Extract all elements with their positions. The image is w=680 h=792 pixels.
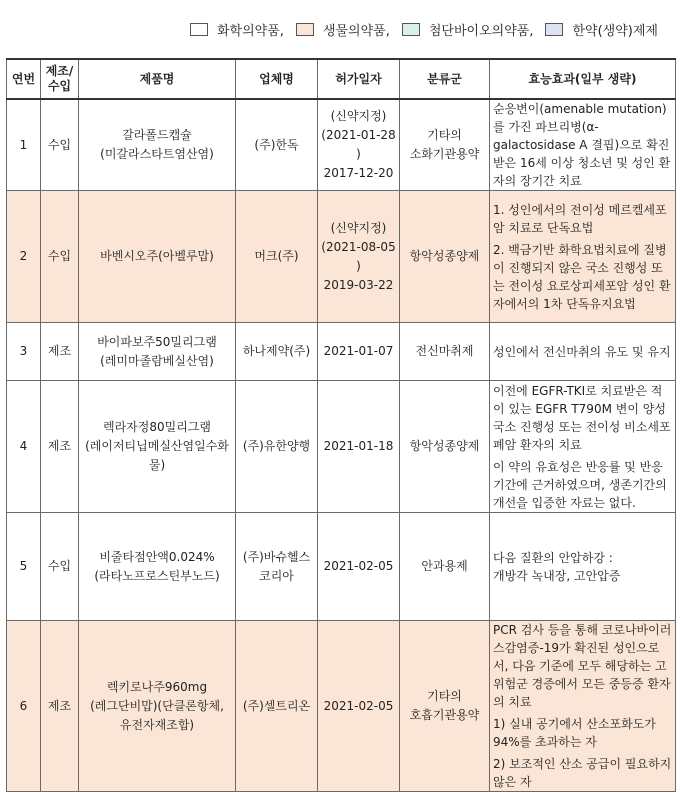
cell-company: (주)유한양행 xyxy=(236,381,318,513)
cell-no: 1 xyxy=(7,99,41,191)
cell-category xyxy=(400,621,490,792)
cell-category xyxy=(400,99,490,191)
effect-text: 성인에서 전신마취의 유도 및 유지 xyxy=(493,344,671,359)
legend-label: 화학의약품, xyxy=(217,23,284,39)
effect-text: 이전에 EGFR-TKI로 치료받은 적이 있는 EGFR T790M 변이 양성 국소 진행성 또는 전이성 비소세포폐암 환자의 치료 xyxy=(493,383,671,452)
legend-label: 첨단바이오의약품, xyxy=(428,23,534,39)
cell-effect xyxy=(490,323,676,381)
effect-text: PCR 검사 등을 통해 코로나바이러스감염증-19가 확진된 성인으로서, 다음 기준에 모두 해당하는 고위험군 경증에서 모든 중등증 환자의 치료 xyxy=(493,623,672,709)
cell-company: 하나제약(주) xyxy=(236,323,318,381)
legend-item-chemical xyxy=(190,20,284,39)
legend-label: 생물의약품, xyxy=(322,23,390,39)
cell-product xyxy=(79,513,236,621)
cell-date: 2021-01-07 xyxy=(318,323,400,381)
cell-company: 머크(주) xyxy=(236,191,318,323)
table-row xyxy=(7,191,676,323)
cell-product xyxy=(79,621,236,792)
legend-swatch-advanced-bio xyxy=(402,23,420,36)
cell-effect xyxy=(490,381,676,513)
date-line: ) xyxy=(356,147,361,161)
cell-category: 항악성종양제 xyxy=(400,191,490,323)
date-line: (2021-08-05 xyxy=(321,239,396,254)
product-ingredient: (레미마졸람베실산염) xyxy=(100,353,214,368)
company-line: (주)바슈헬스 xyxy=(242,549,311,564)
company-line: 코리아 xyxy=(259,568,294,583)
cell-no: 5 xyxy=(7,513,41,621)
category-line: 기타의 xyxy=(427,128,462,142)
legend-swatch-biological xyxy=(296,23,314,36)
cell-product xyxy=(79,99,236,191)
date-line: 2019-03-22 xyxy=(323,277,394,292)
cell-type: 제조 xyxy=(41,621,79,792)
date-line: 2017-12-20 xyxy=(323,166,394,180)
cell-type: 제조 xyxy=(41,323,79,381)
cell-date: 2021-01-18 xyxy=(318,381,400,513)
product-ingredient: (레이저티닙메실산염일수화물) xyxy=(85,439,229,472)
category-line: 기타의 xyxy=(427,689,462,703)
cell-type: 수입 xyxy=(41,513,79,621)
effect-text: 순응변이(amenable mutation)를 가진 파브리병(α-galactosidase A 결핍)으로 확진받은 16세 이상 청소년 및 성인 환자의 장기간 치료 xyxy=(493,102,671,188)
header-product: 제품명 xyxy=(79,59,236,99)
product-name: 바이파보주50밀리그램 xyxy=(97,334,217,349)
effect-text: 다음 질환의 안압하강 : xyxy=(493,550,613,565)
legend-item-herbal xyxy=(545,20,658,39)
cell-type: 수입 xyxy=(41,99,79,191)
date-line: (2021-01-28 xyxy=(321,128,396,142)
effect-text: 개방각 녹내장, 고안압증 xyxy=(493,568,621,583)
table-row xyxy=(7,621,676,792)
header-effect: 효능효과(일부 생략) xyxy=(490,59,676,99)
cell-company: (주)셀트리온 xyxy=(236,621,318,792)
cell-effect xyxy=(490,621,676,792)
product-name: 렉라자정80밀리그램 xyxy=(102,420,211,434)
product-name: 비줄타점안액0.024% xyxy=(99,549,215,564)
cell-no: 3 xyxy=(7,323,41,381)
cell-type: 제조 xyxy=(41,381,79,513)
category-line: 호흡기관용약 xyxy=(409,708,480,722)
effect-text: 이 약의 유효성은 반응률 및 반응기간에 근거하였으며, 생존기간의 개선을 입증한 자료는 없다. xyxy=(493,459,667,510)
cell-date xyxy=(318,99,400,191)
cell-company: (주)한독 xyxy=(236,99,318,191)
table-row xyxy=(7,323,676,381)
cell-company xyxy=(236,513,318,621)
cell-effect xyxy=(490,513,676,621)
cell-category: 안과용제 xyxy=(400,513,490,621)
cell-product xyxy=(79,323,236,381)
header-row xyxy=(7,59,676,99)
product-ingredient: 유전자재조합) xyxy=(119,717,195,732)
cell-no: 4 xyxy=(7,381,41,513)
product-name: 바벤시오주(아벨루맙) xyxy=(100,249,214,263)
legend-label: 한약(생약)제제 xyxy=(572,23,658,39)
cell-category: 항악성종양제 xyxy=(400,381,490,513)
cell-date: 2021-02-05 xyxy=(318,513,400,621)
header-no: 연번 xyxy=(7,59,41,99)
effect-text: 2) 보조적인 산소 공급이 필요하지 않은 자 xyxy=(493,757,672,789)
date-line: ) xyxy=(356,258,361,273)
product-ingredient: (미갈라스타트염산염) xyxy=(100,147,214,161)
header-type-text: 제조/수입 xyxy=(45,64,74,93)
product-ingredient: (레그단비맙)(단클론항체, xyxy=(90,698,224,713)
table-row xyxy=(7,99,676,191)
header-date: 허가일자 xyxy=(318,59,400,99)
cell-no: 6 xyxy=(7,621,41,792)
date-line: (신약지정) xyxy=(330,109,387,123)
legend-item-biological xyxy=(296,20,390,39)
legend-item-advanced-bio xyxy=(402,20,534,39)
header-type xyxy=(41,59,79,99)
product-ingredient: (라타노프로스틴부노드) xyxy=(94,568,220,583)
cell-no: 2 xyxy=(7,191,41,323)
cell-category: 전신마취제 xyxy=(400,323,490,381)
effect-text: 2. 백금기반 화학요법치료에 질병이 진행되지 않은 국소 진행성 또는 전이성 요로상피세포암 성인 환자에서의 1차 단독유지요법 xyxy=(493,242,671,311)
cell-product xyxy=(79,191,236,323)
cell-date xyxy=(318,191,400,323)
legend-swatch-chemical xyxy=(190,23,208,36)
legend-swatch-herbal xyxy=(545,23,563,36)
category-line: 소화기관용약 xyxy=(409,147,480,161)
cell-product xyxy=(79,381,236,513)
effect-text: 1. 성인에서의 전이성 메르켈세포암 치료로 단독요법 xyxy=(493,202,667,235)
header-company: 업체명 xyxy=(236,59,318,99)
date-line: (신약지정) xyxy=(330,220,387,235)
cell-effect xyxy=(490,99,676,191)
cell-effect xyxy=(490,191,676,323)
effect-text: 1) 실내 공기에서 산소포화도가 94%를 초과하는 자 xyxy=(493,717,656,749)
drug-approval-table xyxy=(6,58,676,792)
table-row xyxy=(7,513,676,621)
product-name: 렉키로나주960mg xyxy=(106,679,208,694)
cell-date: 2021-02-05 xyxy=(318,621,400,792)
legend xyxy=(190,18,680,40)
product-name: 갈라폴드캡슐 xyxy=(122,128,192,142)
header-category: 분류군 xyxy=(400,59,490,99)
table-row xyxy=(7,381,676,513)
cell-type: 수입 xyxy=(41,191,79,323)
